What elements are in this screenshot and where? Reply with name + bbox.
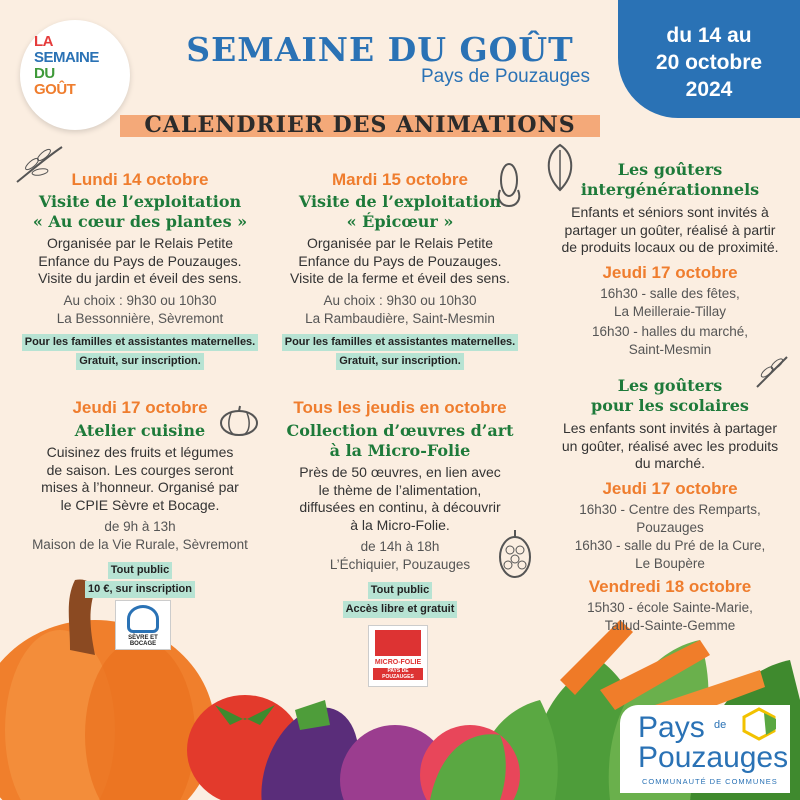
cpie-logo bbox=[115, 600, 171, 650]
event-card bbox=[10, 398, 270, 598]
microfolie-caption: PAYS DE POUZAUGES bbox=[373, 668, 423, 680]
event-time: Au choix : 9h30 ou 10h30 bbox=[323, 292, 477, 308]
event-place: L’Échiquier, Pouzauges bbox=[329, 557, 471, 572]
event-slot: 16h30 - halles du marché, Saint-Mesmin bbox=[591, 323, 749, 357]
event-day: Lundi 14 octobre bbox=[71, 170, 209, 189]
event-slot: 16h30 - Centre des Remparts, Pouzauges 16h30 - salle du Pré de la Cure, Le Boupère bbox=[574, 501, 766, 571]
event-card bbox=[10, 170, 270, 370]
event-slot: 16h30 - salle des fêtes, La Meilleraie-Tillay bbox=[600, 285, 740, 319]
date-line: du 14 au bbox=[666, 24, 752, 47]
event-day: Jeudi 17 octobre bbox=[602, 262, 738, 282]
hexagon-icon bbox=[738, 707, 780, 741]
section-title: Les goûters intergénérationnels bbox=[580, 160, 760, 199]
page-subtitle: Pays de Pouzauges bbox=[420, 66, 590, 87]
page-title: SEMAINE DU GOÛT bbox=[186, 30, 574, 69]
event-description: Organisée par le Relais Petite Enfance du Pays de Pouzauges. Visite du jardin et éveil des sens. bbox=[38, 235, 242, 286]
event-info: Tout public Accès libre et gratuit bbox=[270, 580, 530, 618]
event-day: Jeudi 17 octobre bbox=[602, 478, 738, 498]
gouters-intergenerationnels-section bbox=[540, 160, 800, 359]
event-title: Visite de l’exploitation « Au cœur des plantes » bbox=[32, 192, 248, 231]
microfolie-emblem-icon bbox=[375, 630, 421, 656]
event-place: Maison de la Vie Rurale, Sèvremont bbox=[32, 537, 248, 552]
event-day: Jeudi 17 octobre bbox=[72, 398, 208, 417]
event-place: La Rambaudière, Saint-Mesmin bbox=[305, 310, 495, 326]
logo-word: de bbox=[714, 719, 727, 731]
event-time: de 9h à 13h bbox=[104, 519, 176, 534]
pays-de-pouzauges-logo bbox=[620, 705, 790, 793]
event-info: Pour les familles et assistantes maternelles. Gratuit, sur inscription. bbox=[10, 332, 270, 370]
event-description: Près de 50 œuvres, en lien avec le thème de l’alimentation, diffusées en continu, à découvrir à la Micro-Folie. bbox=[299, 464, 501, 533]
date-badge bbox=[618, 0, 800, 118]
event-day: Mardi 15 octobre bbox=[331, 170, 469, 189]
date-line: 2024 bbox=[685, 78, 733, 101]
gouters-scolaires-section bbox=[540, 376, 800, 635]
event-info: Pour les familles et assistantes maternelles. Gratuit, sur inscription. bbox=[270, 332, 530, 370]
logo-word: Pouzauges bbox=[638, 741, 789, 774]
event-title: Atelier cuisine bbox=[74, 421, 206, 440]
logo-word: Pays bbox=[638, 711, 705, 744]
cpie-caption: SÈVRE ET BOCAGE bbox=[128, 635, 158, 647]
event-title: Collection d’œuvres d’art à la Micro-Folie bbox=[286, 421, 514, 460]
event-place: La Bessonnière, Sèvremont bbox=[56, 310, 224, 326]
event-description: Organisée par le Relais Petite Enfance du Pays de Pouzauges. Visite de la ferme et éveil des sens. bbox=[290, 235, 510, 286]
logo-text: LA bbox=[34, 33, 53, 50]
event-title: Visite de l’exploitation « Épicœur » bbox=[298, 192, 502, 231]
event-day: Vendredi 18 octobre bbox=[588, 576, 752, 596]
event-day: Tous les jeudis en octobre bbox=[293, 398, 507, 417]
logo-tagline: COMMUNAUTÉ DE COMMUNES bbox=[642, 777, 778, 786]
logo-text: SEMAINE bbox=[34, 49, 99, 66]
microfolie-logo bbox=[368, 625, 428, 687]
event-info: Tout public 10 €, sur inscription bbox=[10, 560, 270, 598]
section-title: Les goûters pour les scolaires bbox=[591, 376, 749, 415]
event-card bbox=[270, 398, 530, 618]
section-description: Les enfants sont invités à partager un goûter, réalisé avec les produits du marché. bbox=[561, 420, 779, 471]
section-description: Enfants et séniors sont invités à partager un goûter, réalisé à partir de produits locaux ou de proximité. bbox=[561, 204, 779, 255]
logo-text: GOÛT bbox=[34, 81, 76, 98]
event-card bbox=[270, 170, 530, 370]
microfolie-title: MICRO-FOLIE bbox=[374, 659, 422, 666]
event-time: Au choix : 9h30 ou 10h30 bbox=[63, 292, 217, 308]
section-banner: CALENDRIER DES ANIMATIONS bbox=[144, 112, 576, 138]
event-description: Cuisinez des fruits et légumes de saison. Les courges seront mises à l’honneur. Organisé par le CPIE Sèvre et Bocage. bbox=[41, 444, 239, 513]
event-slot: 15h30 - école Sainte-Marie, Tallud-Sainte-Gemme bbox=[587, 599, 753, 633]
event-time: de 14h à 18h bbox=[360, 539, 440, 554]
logo-text: DU bbox=[34, 65, 55, 82]
date-line: 20 octobre bbox=[655, 51, 763, 74]
cpie-emblem-icon bbox=[127, 605, 159, 633]
